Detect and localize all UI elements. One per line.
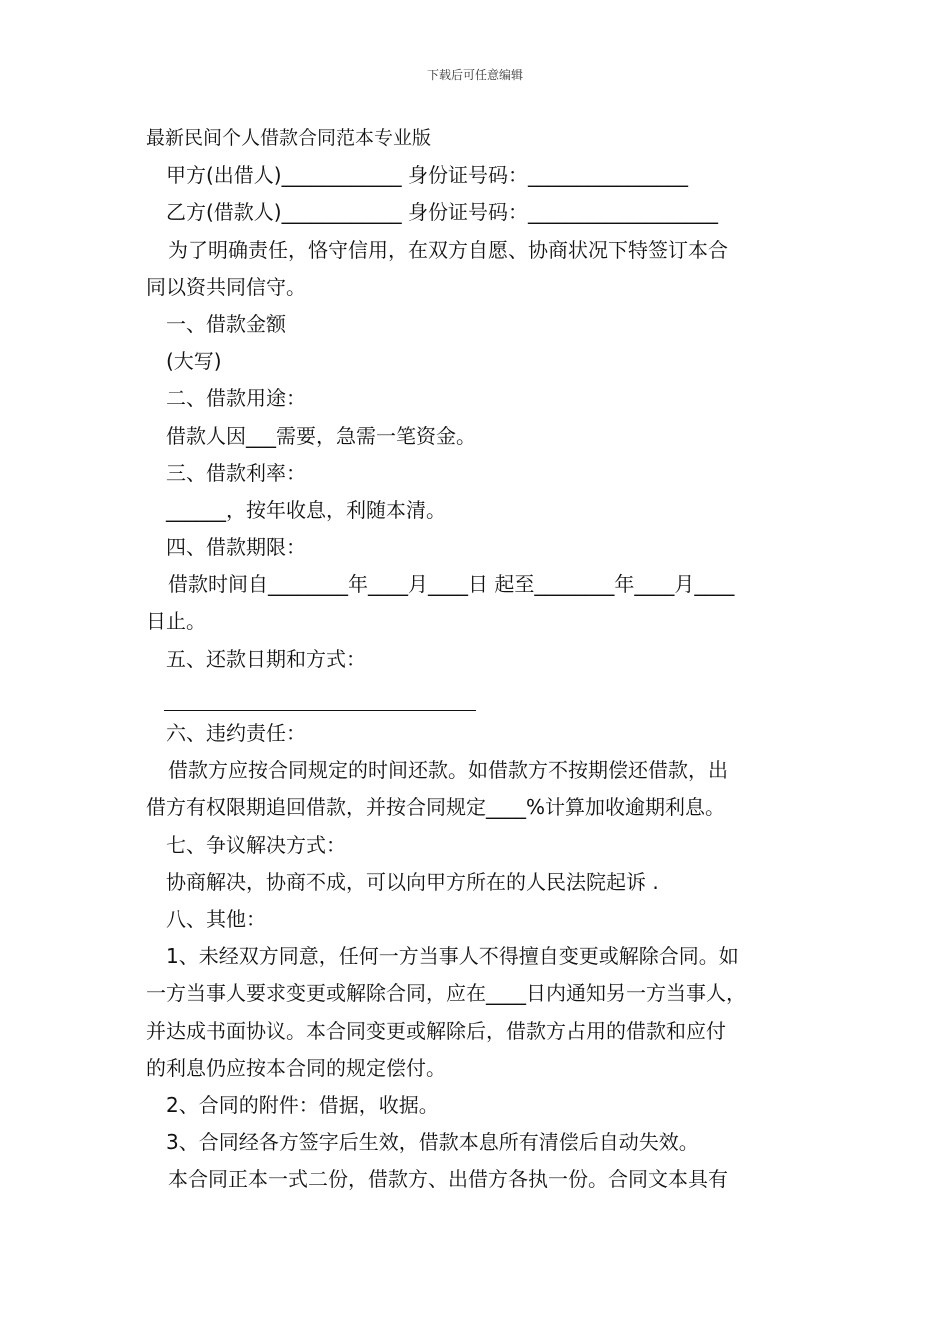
amount-in-words: (大写) (166, 349, 222, 374)
page-header-note: 下载后可任意编辑 (426, 68, 523, 82)
dispute-text: 协商解决，协商不成，可以向甲方所在的人民法院起诉 . (166, 869, 659, 894)
section-heading-term: 四、借款期限： (166, 535, 306, 560)
breach-text-1: 借款方应按合同规定的时间还款。如借款方不按期偿还借款，出 (168, 758, 728, 783)
other-clause-2: 2、合同的附件：借据，收据。 (166, 1092, 439, 1117)
section-heading-amount: 一、借款金额 (166, 311, 286, 336)
breach-text-2: 借方有权限期追回借款，并按合同规定____%计算加收逾期利息。 (146, 795, 726, 820)
other-clause-1-line-3: 并达成书面协议。本合同变更或解除后，借款方占用的借款和应付 (146, 1018, 726, 1043)
other-clause-1-line-4: 的利息仍应按本合同的规定偿付。 (146, 1055, 446, 1080)
section-heading-other: 八、其他： (166, 906, 266, 931)
purpose-text: 借款人因___需要，急需一笔资金。 (166, 423, 476, 448)
section-heading-rate: 三、借款利率： (166, 460, 306, 485)
closing-text: 本合同正本一式二份，借款方、出借方各执一份。合同文本具有 (168, 1167, 728, 1192)
other-clause-1-line-2: 一方当事人要求变更或解除合同，应在____日内通知另一方当事人， (146, 981, 746, 1006)
section-heading-repayment: 五、还款日期和方式： (166, 646, 366, 671)
section-heading-dispute: 七、争议解决方式： (166, 832, 346, 857)
preamble-line-2: 同以资共同信守。 (146, 274, 306, 299)
lender-line: 甲方(出借人)____________ 身份证号码：________________ (166, 163, 688, 188)
document-title: 最新民间个人借款合同范本专业版 (146, 127, 432, 149)
borrower-line: 乙方(借款人)____________ 身份证号码：___________________ (166, 200, 718, 225)
contract-body (146, 120, 811, 1198)
rate-text: ______，按年收息，利随本清。 (166, 497, 446, 522)
repayment-blank-line (164, 674, 476, 711)
other-clause-3: 3、合同经各方签字后生效，借款本息所有清偿后自动失效。 (166, 1130, 699, 1155)
section-heading-purpose: 二、借款用途： (166, 386, 306, 411)
preamble-line-1: 为了明确责任，恪守信用，在双方自愿、协商状况下特签订本合 (168, 237, 728, 262)
other-clause-1-line-1: 1、未经双方同意，任何一方当事人不得擅自变更或解除合同。如 (166, 944, 739, 969)
term-text-2: 日止。 (146, 609, 206, 634)
term-text-1: 借款时间自________年____月____日 起至________年____月____ (168, 572, 735, 597)
section-heading-breach: 六、违约责任： (166, 721, 306, 745)
